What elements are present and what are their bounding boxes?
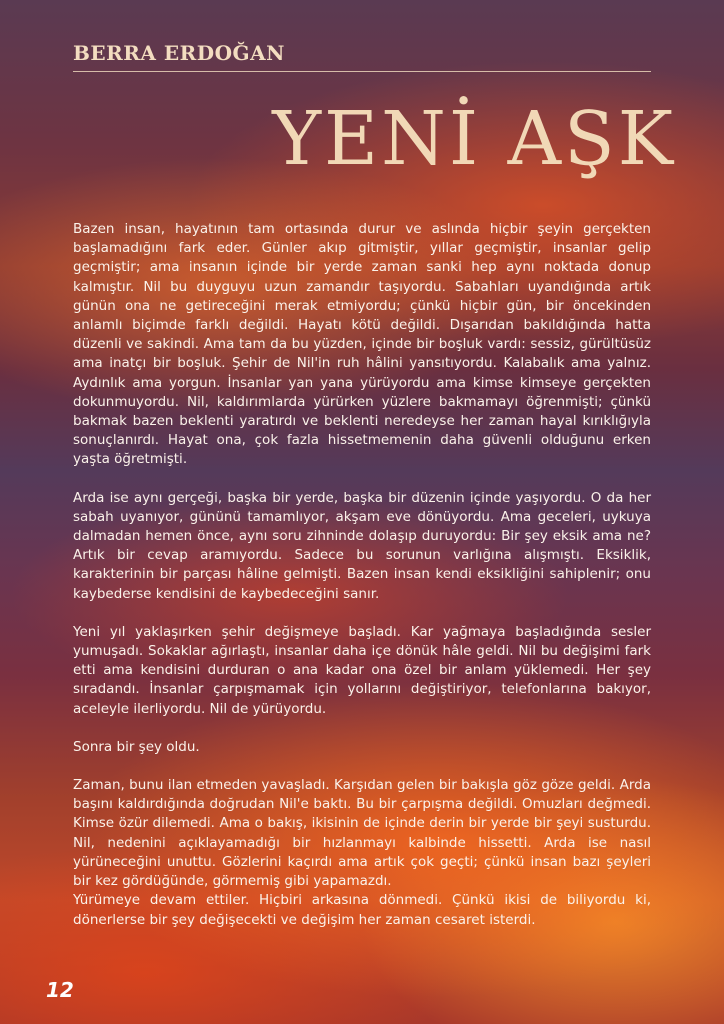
author-name: BERRA ERDOĞAN xyxy=(73,41,285,65)
paragraph: Arda ise aynı gerçeği, başka bir yerde, başka bir düzenin içinde yaşıyordu. O da her sabah uyanıyor, gününü tamamlıyor, akşam eve dönüyordu. Ama geceleri, uykuya dalmadan hemen önce, aynı soru zihninde dolaşıp duruyordu: Bir şey eksik ama ne? Artık bir cevap aramıyordu. Sadece bu sorunun varlığına alışmıştı. Eksiklik, karakterinin bir parçası hâline gelmişti. Bazen insan kendi eksikliğini sahiplenir; onu kaybederse kendisini de kaybedeceğini sanır. xyxy=(73,489,651,602)
body-text xyxy=(73,220,651,949)
paragraph: Sonra bir şey oldu. xyxy=(73,738,200,755)
page-number: 12 xyxy=(46,978,74,1002)
header-divider xyxy=(73,71,651,72)
chapter-title: YENİ AŞK xyxy=(272,96,676,182)
paragraph: Bazen insan, hayatının tam ortasında durur ve aslında hiçbir şeyin gerçekten başlamadığını fark eder. Günler akıp gitmiştir, yıllar geçmiştir, insanlar gelip geçmiştir; ama insanın içinde bir yerde zaman sanki hep aynı noktada donup kalmıştır. Nil bu duyguyu uzun zamandır taşıyordu. Sabahları uyandığında artık günün ona ne getireceğini merak etmiyordu; çünkü hiçbir gün, bir öncekinden anlamlı biçimde farklı değildi. Hayatı kötü değildi. Dışarıdan bakıldığında hatta düzenli ve sakindi. Ama tam da bu yüzden, içinde bir boşluk vardı: sessiz, gürültüsüz ama inatçı bir boşluk. Şehir de Nil'in ruh hâlini yansıtıyordu. Kalabalık ama yalnız. Aydınlık ama yorgun. İnsanlar yan yana yürüyordu ama kimse kimseye gerçekten dokunmuyordu. Nil, kaldırımlarda yürürken yüzlere bakmamayı öğrenmişti; çünkü bakmak bazen beklenti yaratırdı ve beklenti neredeyse her zaman hayal kırıklığıyla sonuçlanırdı. Hayat ona, çok fazla hissetmemenin daha güvenli olduğunu erken yaşta öğretmişti. xyxy=(73,221,651,468)
paragraph: Yürümeye devam ettiler. Hiçbiri arkasına dönmedi. Çünkü ikisi de biliyordu ki, dönerlerse bir şey değişecekti ve değişim her zaman cesaret isterdi. xyxy=(73,892,651,928)
paragraph: Zaman, bunu ilan etmeden yavaşladı. Karşıdan gelen bir bakışla göz göze geldi. Arda başını kaldırdığında doğrudan Nil'e baktı. Bu bir çarpışma değildi. Omuzları değmedi. Kimse özür dilemedi. Ama o bakış, ikisinin de içinde derin bir yerde bir şeyi susturdu. Nil, nedenini açıklayamadığı bir hızlanmayı kalbinde hissetti. Arda ise nasıl yürüneceğini unuttu. Gözlerini kaçırdı ama artık çok geçti; çünkü insan bazı şeyleri bir kez gördüğünde, görmemiş gibi yapamazdı. xyxy=(73,777,651,890)
paragraph: Yeni yıl yaklaşırken şehir değişmeye başladı. Kar yağmaya başladığında sesler yumuşadı. Sokaklar ağırlaştı, insanlar daha içe dönük hâle geldi. Nil bu değişimi fark etti ama kendisini durduran o ana kadar ona özel bir anlam yüklemedi. Her şey sıradandı. İnsanlar çarpışmamak için yollarını değiştiriyor, telefonlarına bakıyor, aceleyle ilerliyordu. Nil de yürüyordu. xyxy=(73,623,651,717)
